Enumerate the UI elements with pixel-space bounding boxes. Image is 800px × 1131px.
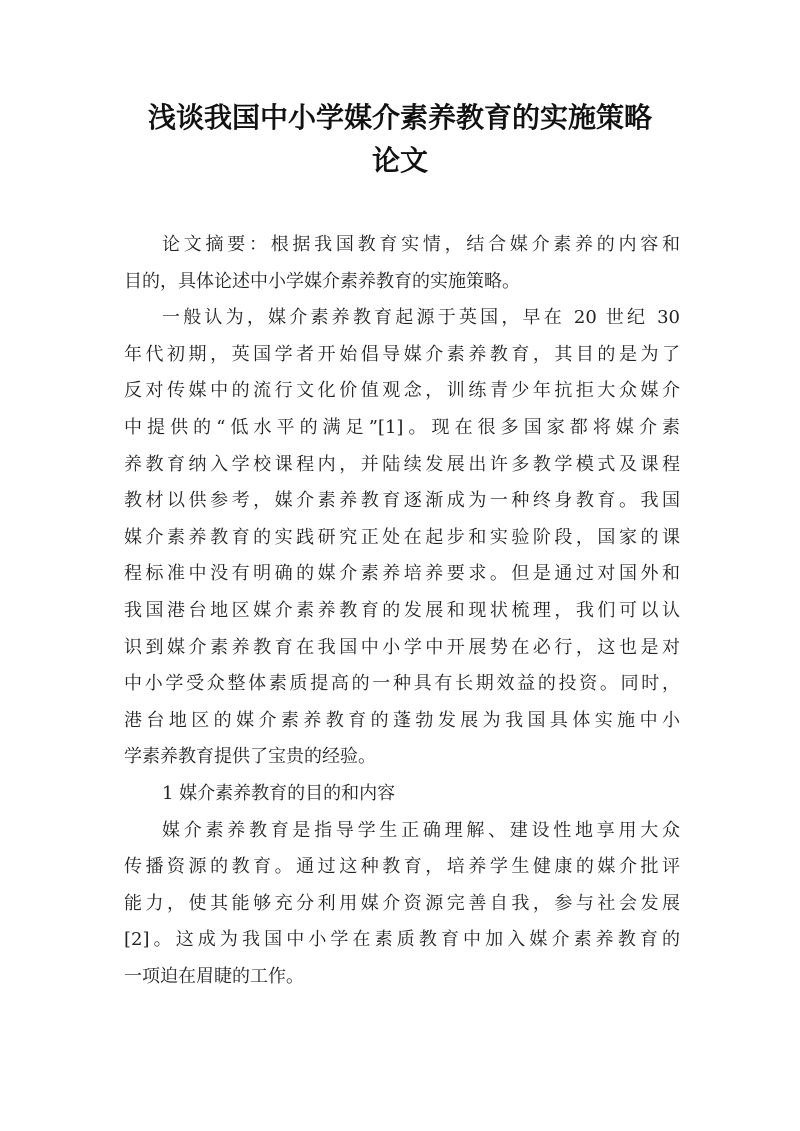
body-text-line: 我国港台地区媒介素养教育的发展和现状梳理，我们可以认 bbox=[124, 600, 680, 621]
body-text-line: 教材以供参考，媒介素养教育逐渐成为一种终身教育。我国 bbox=[124, 490, 680, 512]
document-title-line-2: 论文 bbox=[371, 144, 428, 177]
body-text-line: [2]。这成为我国中小学在素质教育中加入媒介素养教育的 bbox=[124, 929, 680, 951]
body-text-line: 学素养教育提供了宝贵的经验。 bbox=[124, 746, 376, 768]
body-text-line: 媒介素养教育的实践研究正处在起步和实验阶段，国家的课 bbox=[124, 526, 680, 548]
body-text-line: 港台地区的媒介素养教育的蓬勃发展为我国具体实施中小 bbox=[124, 709, 680, 731]
body-text-line: 养教育纳入学校课程内，并陆续发展出许多教学模式及课程 bbox=[124, 453, 680, 475]
body-text-line: 识到媒介素养教育在我国中小学中开展势在必行，这也是对 bbox=[124, 636, 680, 658]
body-text-line: 一般认为，媒介素养教育起源于英国，早在 20 世纪 30 bbox=[162, 307, 680, 329]
body-text-line: 中提供的“低水平的满足”[1]。现在很多国家都将媒介素 bbox=[124, 417, 680, 438]
body-text-line: 论文摘要：根据我国教育实情，结合媒介素养的内容和 bbox=[162, 234, 680, 255]
body-text-line: 年代初期，英国学者开始倡导媒介素养教育，其目的是为了 bbox=[124, 343, 680, 365]
body-text-line: 中小学受众整体素质提高的一种具有长期效益的投资。同时， bbox=[124, 673, 680, 695]
body-text-line: 媒介素养教育是指导学生正确理解、建设性地享用大众 bbox=[162, 819, 680, 841]
body-text-line: 能力，使其能够充分利用媒介资源完善自我，参与社会发展 bbox=[124, 892, 680, 914]
body-text-line: 一项迫在眉睫的工作。 bbox=[124, 966, 304, 987]
body-text-line: 反对传媒中的流行文化价值观念，训练青少年抗拒大众媒介 bbox=[124, 380, 680, 402]
body-text-line: 目的，具体论述中小学媒介素养教育的实施策略。 bbox=[124, 270, 520, 292]
body-text-line: 传播资源的教育。通过这种教育，培养学生健康的媒介批评 bbox=[124, 856, 680, 878]
document-title-line-1: 浅谈我国中小学媒介素养教育的实施策略 bbox=[147, 101, 652, 134]
body-text-line: 1 媒介素养教育的目的和内容 bbox=[162, 783, 396, 804]
body-text-line: 程标准中没有明确的媒介素养培养要求。但是通过对国外和 bbox=[124, 563, 680, 585]
